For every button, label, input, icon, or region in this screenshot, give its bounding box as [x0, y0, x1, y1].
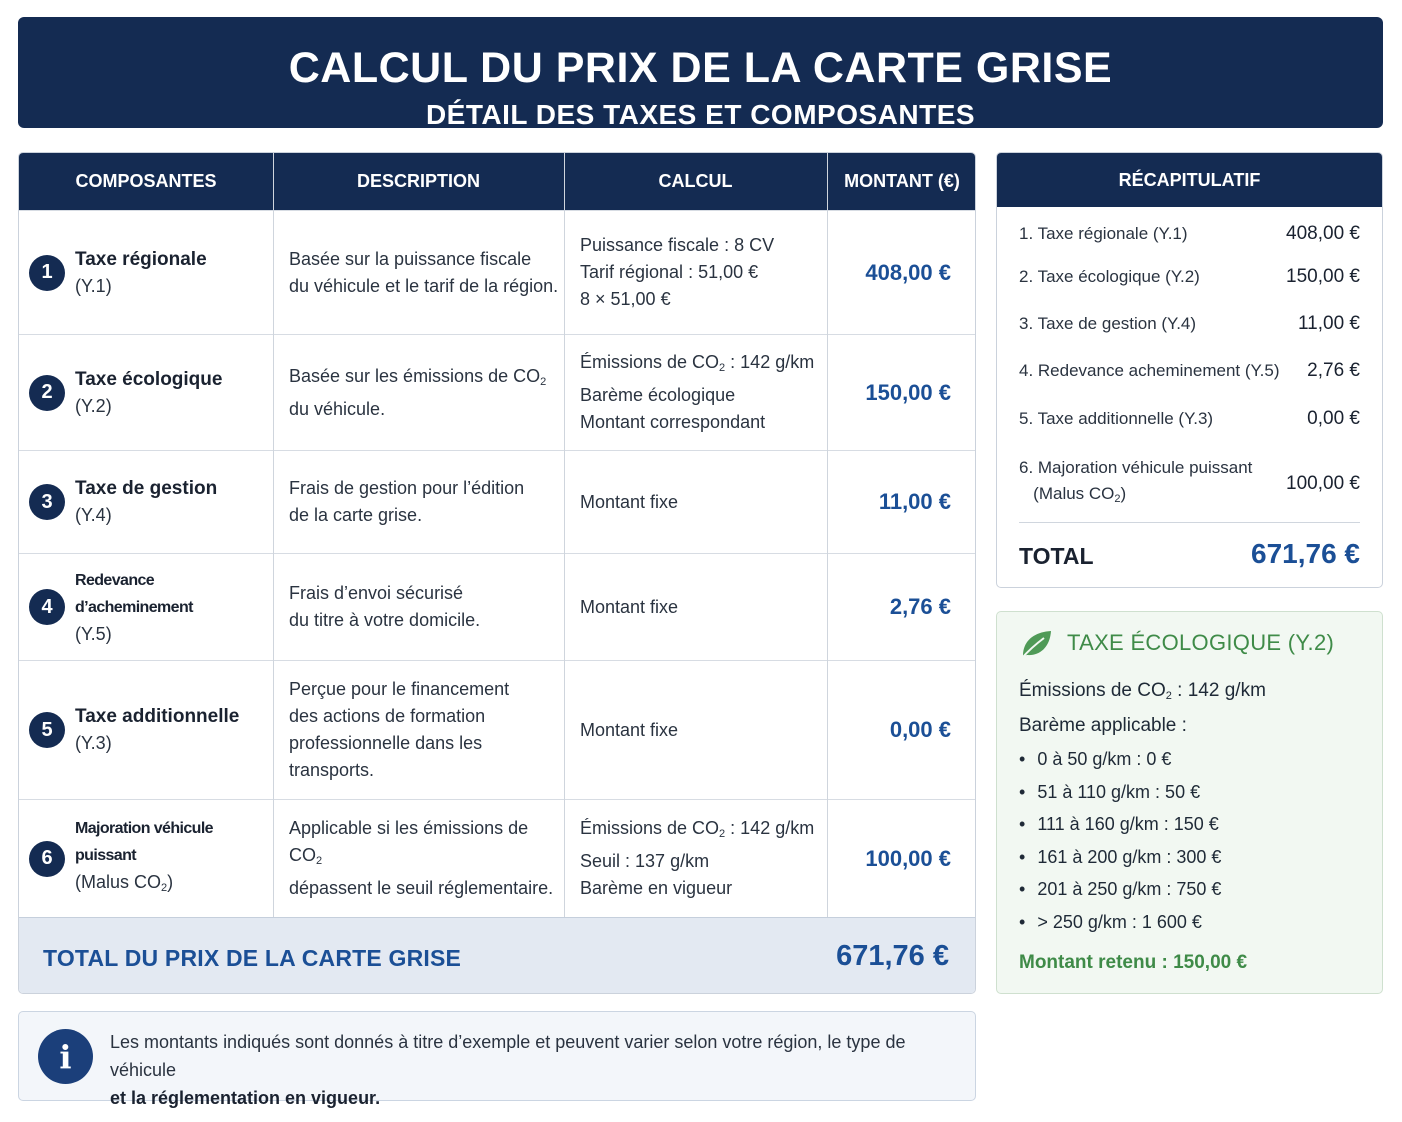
recap-item: 1. Taxe régionale (Y.1) 408,00 €: [1019, 223, 1360, 244]
eco-bareme-list: [1019, 743, 1221, 938]
description-line: Frais de gestion pour l’édition: [289, 478, 525, 498]
table-row: [19, 660, 975, 799]
calc-line: Montant fixe: [580, 596, 679, 617]
calc-line: Puissance fiscale : 8 CV: [580, 235, 775, 255]
recap-panel: [996, 152, 1383, 588]
row-number-badge: 2: [29, 375, 65, 411]
eco-retenu: Montant retenu : 150,00 €: [1019, 952, 1248, 973]
amount-value: 150,00 €: [865, 379, 951, 405]
component-name: Redevance d’acheminement: [75, 571, 193, 616]
component-name: Taxe additionnelle: [75, 706, 240, 727]
page-subtitle: DÉTAIL DES TAXES ET COMPOSANTES: [425, 99, 976, 130]
list-item: • 161 à 200 g/km : 300 €: [1019, 841, 1221, 874]
info-icon: i: [38, 1029, 93, 1084]
description-line: Perçue pour le financement: [289, 679, 510, 699]
row-number-badge: 5: [29, 712, 65, 748]
eco-tax-panel: [996, 611, 1383, 994]
component-name: Taxe écologique: [75, 368, 223, 390]
component-code: (Y.1): [75, 275, 112, 296]
description-line: Applicable si les émissions de $CO_2$: [289, 818, 529, 867]
component-name: Taxe régionale: [75, 248, 207, 270]
table-row: [19, 450, 975, 553]
recap-title: RÉCAPITULATIF: [997, 153, 1382, 207]
description-line: du véhicule et le tarif de la région.: [289, 275, 559, 296]
component-code: (Y.2): [75, 395, 112, 416]
recap-total-label: TOTAL: [1019, 543, 1094, 569]
component-code: (Y.5): [75, 623, 112, 644]
recap-item: 3. Taxe de gestion (Y.4) 11,00 €: [1019, 313, 1360, 334]
col-header-description: DESCRIPTION: [356, 171, 480, 191]
list-item: • 0 à 50 g/km : 0 €: [1019, 743, 1221, 776]
col-header-montant: MONTANT (€): [844, 171, 960, 191]
leaf-icon: [1019, 628, 1053, 660]
component-code: (Malus $CO_2$): [75, 872, 174, 894]
col-header-composantes: COMPOSANTES: [75, 171, 217, 191]
description-line: Basée sur les émissions de $CO_2$: [289, 365, 547, 388]
total-value: 671,76 €: [836, 940, 949, 972]
row-number-badge: 6: [29, 841, 65, 877]
recap-item: 6. Majoration véhicule puissant (Malus $CO_2$) 100,00 €: [1019, 458, 1360, 505]
calc-line: Barème écologique: [580, 385, 736, 405]
table-row: [19, 799, 975, 917]
calc-line: Montant fixe: [580, 719, 679, 740]
row-number-badge: 4: [29, 589, 65, 625]
eco-bareme-label: Barème applicable :: [1019, 715, 1187, 736]
amount-value: 100,00 €: [865, 845, 951, 871]
list-item: • > 250 g/km : 1 600 €: [1019, 906, 1221, 939]
description-line: des actions de formation: [289, 706, 486, 726]
recap-divider: [1019, 522, 1360, 523]
description-line: de la carte grise.: [289, 505, 423, 525]
page-title: CALCUL DU PRIX DE LA CARTE GRISE: [288, 44, 1113, 92]
calc-line: Montant correspondant: [580, 412, 766, 432]
description-line: du titre à votre domicile.: [289, 610, 481, 630]
calc-line: Barème en vigueur: [580, 878, 733, 898]
table-header: [19, 153, 975, 210]
total-row: [19, 917, 975, 994]
column-divider: [564, 153, 565, 917]
calc-line: Émissions de $CO_2$ : 142 g/km: [580, 352, 815, 374]
component-code: (Y.3): [75, 733, 112, 753]
tax-table: [18, 152, 976, 994]
amount-value: 11,00 €: [878, 489, 951, 514]
info-notice: [18, 1011, 976, 1108]
calc-line: Tarif régional : 51,00 €: [580, 262, 759, 282]
recap-item: 2. Taxe écologique (Y.2) 150,00 €: [1019, 266, 1360, 287]
description-line: dépassent le seuil réglementaire.: [289, 878, 554, 898]
description-line: du véhicule.: [289, 398, 386, 419]
total-label: TOTAL DU PRIX DE LA CARTE GRISE: [43, 945, 462, 971]
calc-line: Émissions de $CO_2$ : 142 g/km: [580, 818, 815, 840]
calc-line: Montant fixe: [580, 491, 679, 512]
page-header: [18, 17, 1383, 128]
list-item: • 201 à 250 g/km : 750 €: [1019, 873, 1221, 906]
amount-value: 2,76 €: [889, 594, 951, 619]
description-line: professionnelle dans les: [289, 733, 483, 753]
description-line: Frais d’envoi sécurisé: [289, 583, 464, 603]
component-name: Taxe de gestion: [75, 478, 218, 499]
component-code: (Y.4): [75, 505, 112, 525]
calc-line: 8 × 51,00 €: [580, 289, 671, 309]
row-number-badge: 3: [29, 484, 65, 520]
eco-emissions: Émissions de $CO_2$ : 142 g/km: [1019, 680, 1266, 702]
list-item: • 51 à 110 g/km : 50 €: [1019, 776, 1221, 809]
amount-value: 0,00 €: [889, 717, 951, 742]
column-divider: [827, 153, 828, 917]
row-number-badge: 1: [29, 255, 65, 291]
recap-total-value: 671,76 €: [1251, 538, 1360, 569]
amount-value: 408,00 €: [865, 259, 951, 285]
table-row: [19, 553, 975, 660]
list-item: • 111 à 160 g/km : 150 €: [1019, 808, 1221, 841]
column-divider: [273, 153, 274, 917]
component-name: Majoration véhicule puissant: [75, 820, 213, 864]
col-header-calcul: CALCUL: [658, 171, 733, 191]
info-text-bold: et la réglementation en vigueur.: [110, 1088, 381, 1108]
description-line: Basée sur la puissance fiscale: [289, 248, 532, 269]
table-row: [19, 210, 975, 334]
table-row: [19, 334, 975, 450]
calc-line: Seuil : 137 g/km: [580, 851, 710, 871]
info-text: Les montants indiqués sont donnés à titre d’exemple et peuvent varier selon votre région, le type de véhicule et la réglementation en vigueur.: [110, 1032, 906, 1108]
recap-item: 5. Taxe additionnelle (Y.3) 0,00 €: [1019, 408, 1360, 429]
recap-item: 4. Redevance acheminement (Y.5) 2,76 €: [1019, 360, 1360, 381]
description-line: transports.: [289, 760, 375, 780]
eco-title: TAXE ÉCOLOGIQUE (Y.2): [1067, 630, 1335, 655]
